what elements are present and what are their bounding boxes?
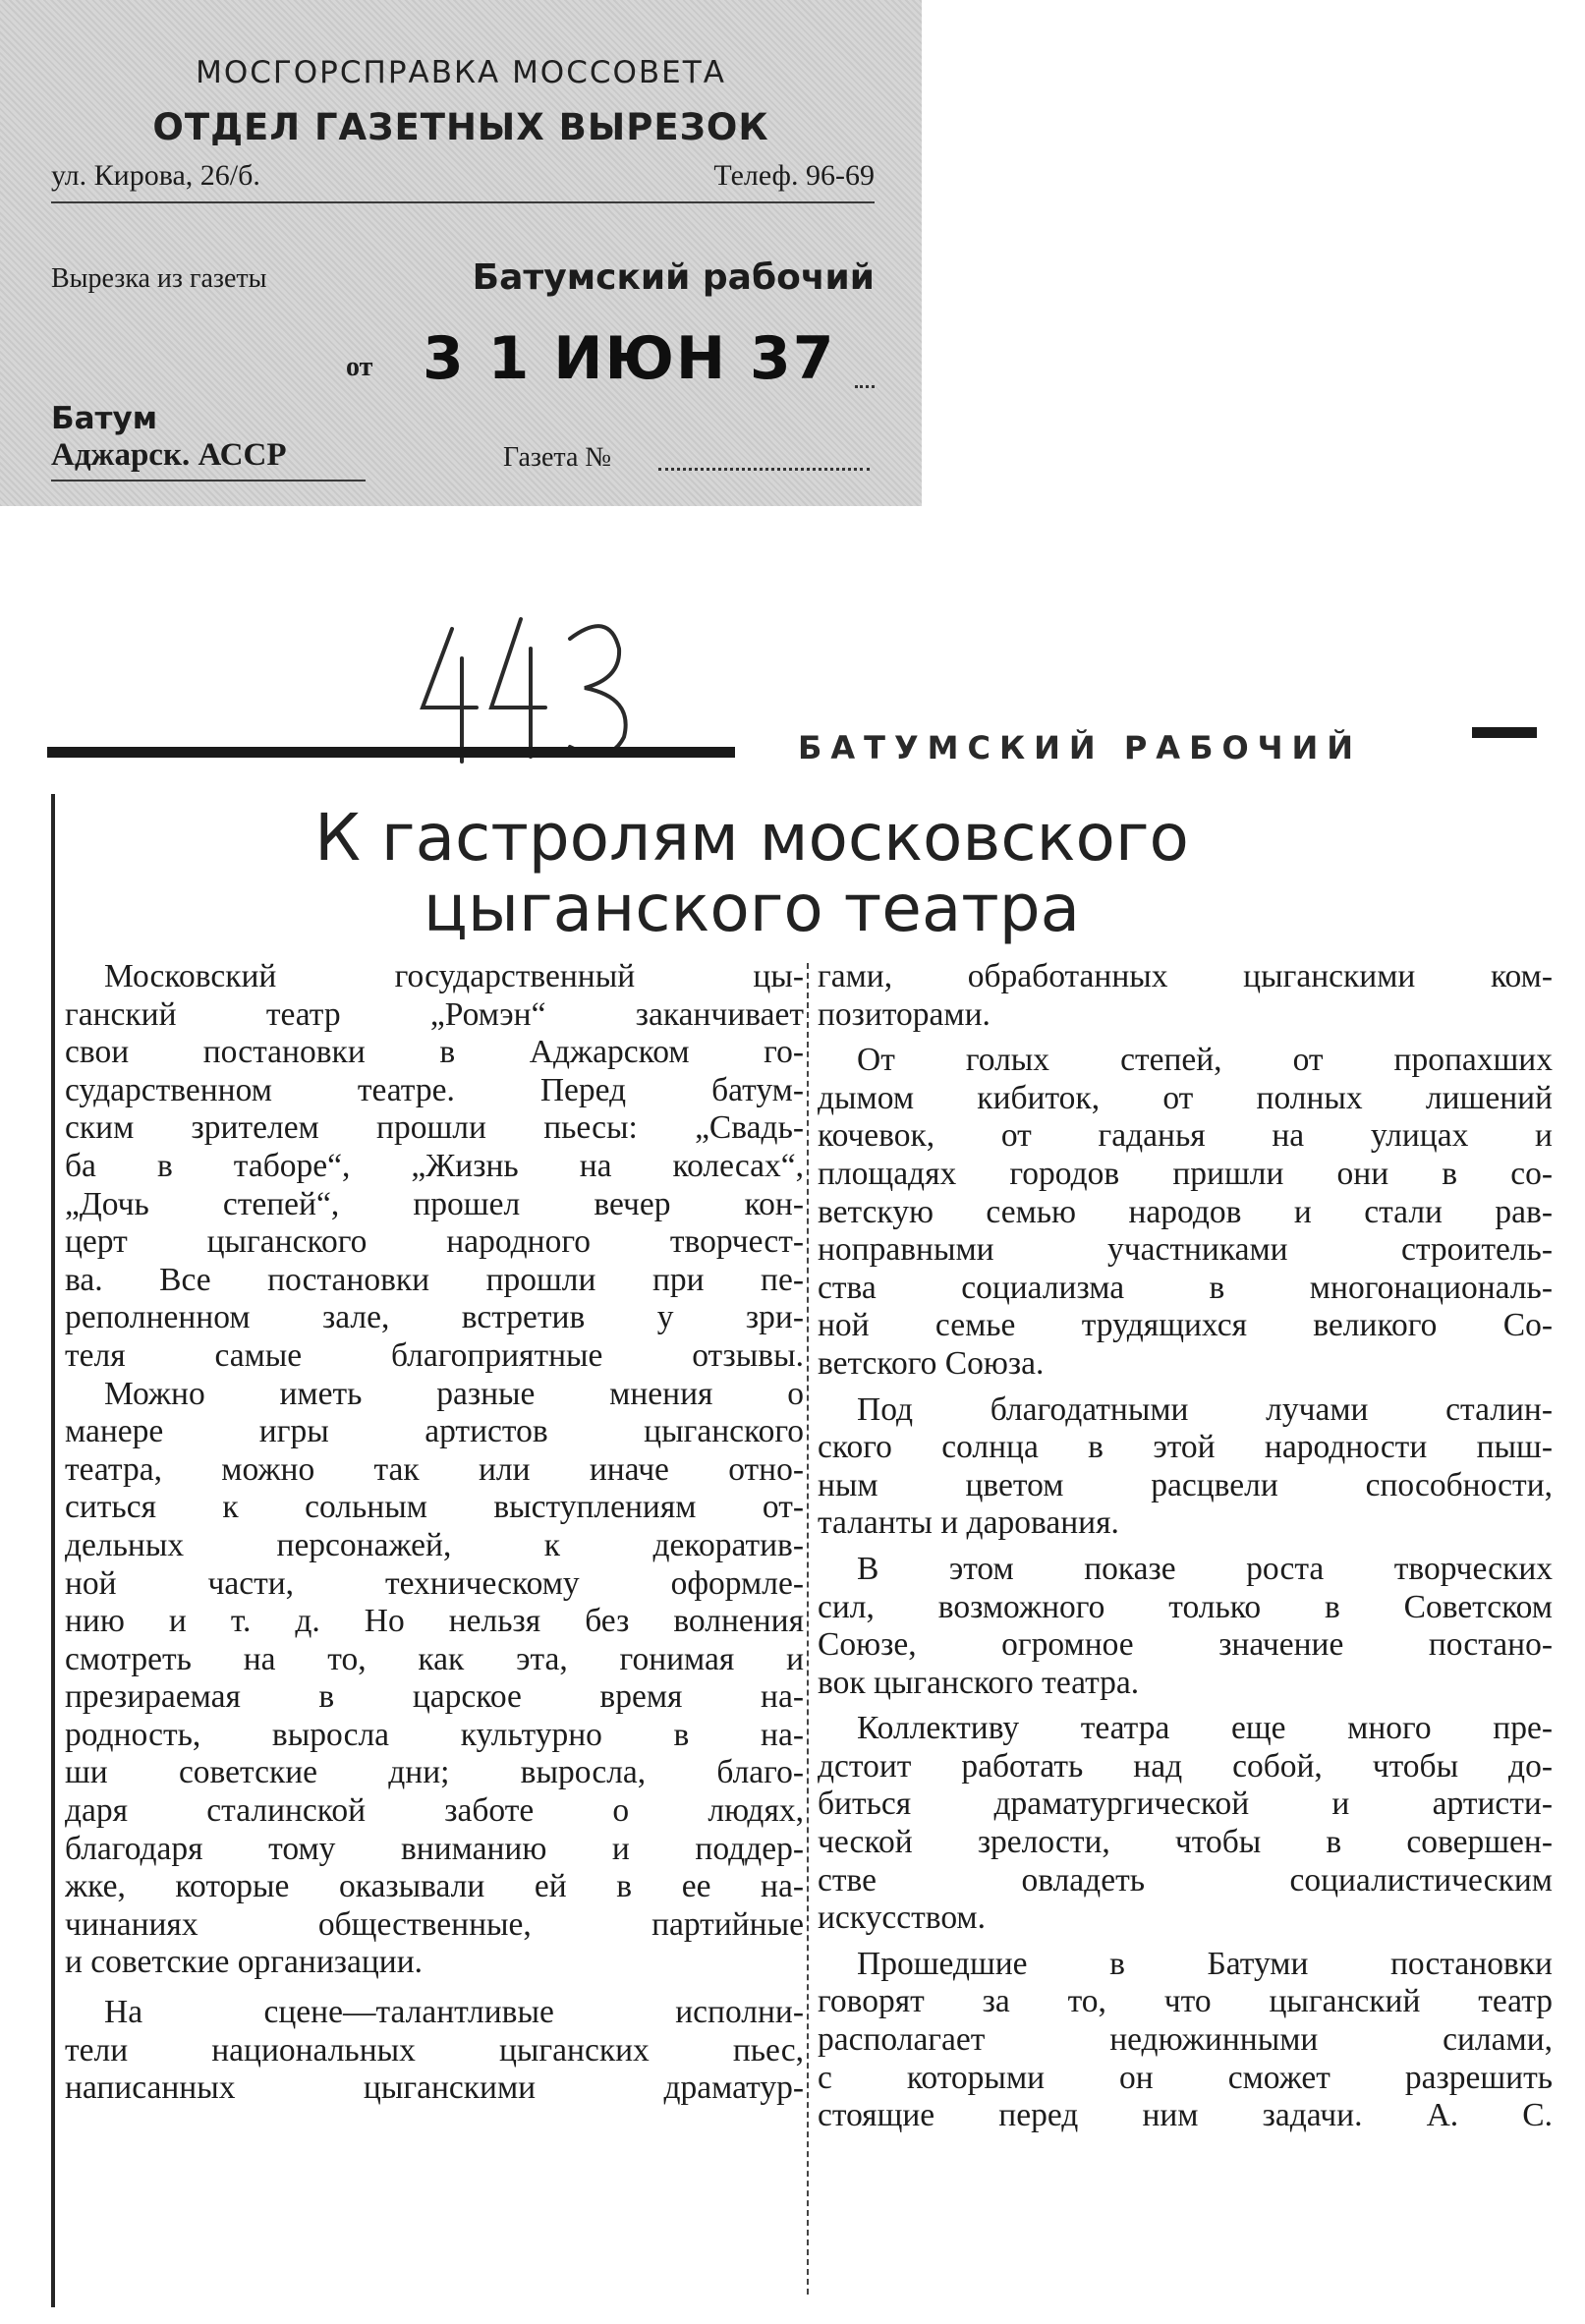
text-line: На сцене—талантливые исполни- <box>104 1994 804 2031</box>
stamp-org-name: МОСГОРСПРАВКА МОССОВЕТА <box>196 55 726 90</box>
paragraph-gap <box>818 1543 1553 1551</box>
text-line: Под благодатными лучами сталин- <box>857 1390 1553 1428</box>
stamp-region: Аджарск. АССР <box>51 437 287 473</box>
text-line: гами, обработанных цыганскими ком- <box>818 958 1553 994</box>
stamp-date-dots <box>855 385 875 388</box>
text-line: биться драматургической и артисти- <box>818 1786 1553 1823</box>
text-line: ского солнца в этой народности пыш- <box>818 1429 1553 1466</box>
text-line: ганский театр „Ромэн“ заканчивает <box>65 995 804 1033</box>
text-line: написанных цыганскими драматур- <box>65 2069 804 2107</box>
text-line: ной части, техническому оформле- <box>65 1564 804 1602</box>
text-line: ства социализма в многонациональ- <box>818 1269 1553 1306</box>
article-column-2 <box>818 958 1553 2135</box>
text-line: ба в таборе“, „Жизнь на колесах“, <box>65 1147 804 1184</box>
handwritten-number-mark <box>393 599 649 766</box>
text-line: ным цветом расцвели способности, <box>818 1466 1553 1503</box>
text-line: стоящие перед ним задачи. А. С. <box>818 2097 1553 2134</box>
text-line: Прошедшие в Батуми постановки <box>857 1945 1553 1982</box>
stamp-from-label: от <box>346 352 373 382</box>
article-title-line-1: К гастролям московского <box>314 800 1189 876</box>
text-line: теля самые благоприятные отзывы. <box>65 1336 804 1374</box>
text-line: тели национальных цыганских пьес, <box>65 2031 804 2069</box>
paragraph-gap <box>65 1982 804 1994</box>
text-line: ческой зрелости, чтобы в совершен- <box>818 1824 1553 1861</box>
paragraph-gap <box>818 1702 1553 1710</box>
text-line: позиторами. <box>818 995 991 1033</box>
text-line: располагает недюжинными силами, <box>818 2021 1553 2059</box>
text-line: сил, возможного только в Советском <box>818 1588 1553 1625</box>
text-line: вок цыганского театра. <box>818 1664 1140 1701</box>
text-line: ноправными участниками строитель- <box>818 1231 1553 1269</box>
text-line: чинаниях общественные, партийные <box>65 1905 804 1943</box>
clipping-stamp <box>0 0 922 506</box>
masthead-rule-right <box>1472 727 1537 738</box>
text-line: смотреть на то, как эта, гонимая и <box>65 1640 804 1677</box>
stamp-address: ул. Кирова, 26/б. <box>51 159 260 192</box>
paragraph-gap <box>818 1938 1553 1946</box>
stamp-issue-dots <box>658 468 870 471</box>
stamp-clipping-label: Вырезка из газеты <box>51 263 267 294</box>
text-line: сударственном театре. Перед батум- <box>65 1071 804 1108</box>
article-column-1 <box>65 958 804 2108</box>
text-line: с которыми он сможет разрешить <box>818 2059 1553 2096</box>
text-line: нию и т. д. Но нельзя без волнения <box>65 1603 804 1640</box>
masthead-rule-left <box>47 747 735 758</box>
stamp-date: 3 1 ИЮН 37 <box>423 324 836 393</box>
text-line: кочевок, от гаданья на улицах и <box>818 1117 1553 1155</box>
stamp-divider <box>51 201 875 203</box>
article-title-line-2: цыганского театра <box>423 871 1081 946</box>
text-line: В этом показе роста творческих <box>857 1550 1553 1587</box>
text-line: жке, которые оказывали ей в ее на- <box>65 1868 804 1905</box>
text-line: От голых степей, от пропахших <box>857 1042 1553 1079</box>
text-line: площадях городов пришли они в со- <box>818 1155 1553 1192</box>
text-line: говорят за то, что цыганский театр <box>818 1983 1553 2020</box>
left-margin-rule <box>51 794 55 2307</box>
text-line: ским зрителем прошли пьесы: „Свадь- <box>65 1109 804 1147</box>
stamp-city: Батум <box>51 401 158 436</box>
text-line: церт цыганского народного творчест- <box>65 1223 804 1261</box>
stamp-region-underline <box>51 480 366 482</box>
text-line: даря сталинской заботе о людях, <box>65 1792 804 1830</box>
text-line: благодаря тому вниманию и поддер- <box>65 1830 804 1867</box>
text-line: и советские организации. <box>65 1944 424 1981</box>
text-line: стве овладеть социалистическим <box>818 1861 1553 1899</box>
text-line: театра, можно так или иначе отно- <box>65 1450 804 1488</box>
text-line: дстоит работать над собой, чтобы до- <box>818 1747 1553 1785</box>
text-line: искусством. <box>818 1899 987 1937</box>
text-line: родность, выросла культурно в на- <box>65 1716 804 1753</box>
text-line: ситься к сольным выступлениям от- <box>65 1489 804 1526</box>
paragraph-gap <box>818 1034 1553 1042</box>
column-divider <box>807 963 809 2295</box>
text-line: свои постановки в Аджарском го- <box>65 1034 804 1071</box>
newspaper-masthead: БАТУМСКИЙ РАБОЧИЙ <box>798 729 1363 766</box>
text-line: презираемая в царское время на- <box>65 1678 804 1716</box>
text-line: ши советские дни; выросла, благо- <box>65 1754 804 1791</box>
text-line: ной семье трудящихся великого Со- <box>818 1307 1553 1344</box>
stamp-newspaper-name: Батумский рабочий <box>472 257 875 298</box>
text-line: таланты и дарования. <box>818 1504 1119 1542</box>
text-line: реполненном зале, встретив у зри- <box>65 1299 804 1336</box>
text-line: Московский государственный цы- <box>104 958 804 994</box>
text-line: Союзе, огромное значение постано- <box>818 1626 1553 1664</box>
text-line: ветскую семью народов и стали рав- <box>818 1193 1553 1230</box>
text-line: дельных персонажей, к декоратив- <box>65 1526 804 1563</box>
text-line: ва. Все постановки прошли при пе- <box>65 1261 804 1298</box>
text-line: дымом кибиток, от полных лишений <box>818 1079 1553 1116</box>
paragraph-gap <box>818 1384 1553 1391</box>
stamp-issue-label: Газета № <box>503 442 612 473</box>
text-line: Коллективу театра еще много пре- <box>857 1710 1553 1747</box>
stamp-department: ОТДЕЛ ГАЗЕТНЫХ ВЫРЕЗОК <box>152 106 769 148</box>
stamp-phone: Телеф. 96-69 <box>713 159 875 192</box>
text-line: ветского Союза. <box>818 1344 1045 1382</box>
text-line: манере игры артистов цыганского <box>65 1413 804 1450</box>
text-line: Можно иметь разные мнения о <box>104 1375 804 1412</box>
text-line: „Дочь степей“, прошел вечер кон- <box>65 1185 804 1222</box>
